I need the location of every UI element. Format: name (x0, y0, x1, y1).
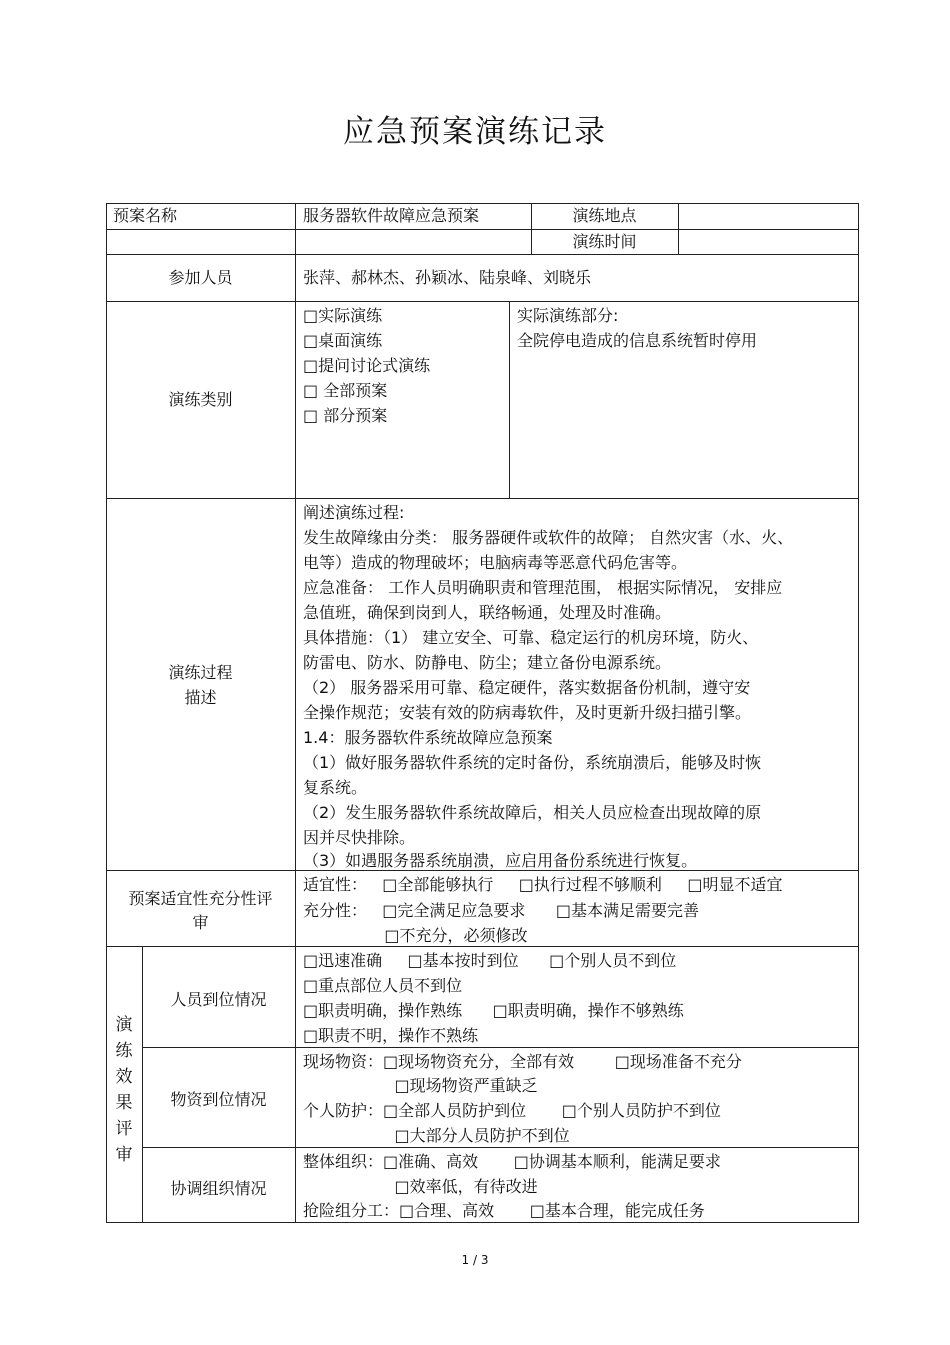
sufficiency-options-2[interactable]: □不充分，必须修改 (303, 926, 528, 945)
adequacy-label-2: 审 (192, 913, 209, 932)
process-label-2: 描述 (184, 688, 217, 707)
actual-drill-part-label: 实际演练部分: (517, 306, 619, 325)
coordination-line[interactable]: 抢险组分工：□合理、高效 □基本合理，能完成任务 (303, 1201, 705, 1220)
process-line: （3）如遇服务器系统崩溃，应启用备份系统进行恢复。 (303, 851, 698, 870)
materials-line[interactable]: 个人防护：□全部人员防护到位 □个别人员防护不到位 (303, 1101, 721, 1120)
process-line: 防雷电、防水、防静电、防尘；建立备份电源系统。 (303, 653, 672, 672)
coordination-line[interactable]: □效率低，有待改进 (303, 1177, 538, 1196)
process-line: 复系统。 (303, 778, 368, 797)
drill-time-label: 演练时间 (572, 232, 637, 251)
suitability-options[interactable]: 适宜性： □全部能够执行 □执行过程不够顺利 □明显不适宜 (303, 875, 783, 894)
coordination-line[interactable]: 整体组织：□准确、高效 □协调基本顺利，能满足要求 (303, 1152, 721, 1171)
sufficiency-options[interactable]: 充分性： □完全满足应急要求 □基本满足需要完善 (303, 901, 700, 920)
drill-location-label: 演练地点 (572, 206, 637, 225)
materials-label: 物资到位情况 (170, 1090, 267, 1109)
participants-label: 参加人员 (168, 268, 233, 287)
personnel-label: 人员到位情况 (170, 990, 267, 1009)
process-line: 电等）造成的物理破坏；电脑病毒等恶意代码危害等。 (303, 553, 688, 572)
page-number: 1 / 3 (461, 1253, 489, 1267)
process-label: 演练过程 (168, 663, 233, 682)
process-line: （2）发生服务器软件系统故障后，相关人员应检查出现故障的原 (303, 803, 762, 822)
personnel-line[interactable]: □重点部位人员不到位 (303, 976, 463, 995)
materials-line[interactable]: 现场物资：□现场物资充分，全部有效 □现场准备不充分 (303, 1052, 742, 1071)
process-line: 发生故障缘由分类： 服务器硬件或软件的故障； 自然灾害（水、火、 (303, 528, 794, 547)
plan-name-label: 预案名称 (113, 206, 178, 225)
process-line: 全操作规范；安装有效的防病毒软件，及时更新升级扫描引擎。 (303, 703, 752, 722)
process-line: 1.4：服务器软件系统故障应急预案 (303, 728, 553, 747)
process-line: 急值班，确保到岗到人，联络畅通，处理及时准确。 (303, 603, 672, 622)
effect-review-label: 演 练 效 果 评 审 (115, 1015, 133, 1165)
plan-name-value: 服务器软件故障应急预案 (303, 206, 480, 225)
participants-value: 张萍、郝林杰、孙颖冰、陆泉峰、刘晓乐 (303, 268, 592, 287)
coordination-label: 协调组织情况 (170, 1179, 267, 1198)
process-line: （2） 服务器采用可靠、稳定硬件，落实数据备份机制，遵守安 (303, 678, 751, 697)
category-option[interactable]: □提问讨论式演练 (303, 356, 431, 375)
personnel-line[interactable]: □职责明确，操作熟练 □职责明确，操作不够熟练 (303, 1001, 684, 1020)
page-title: 应急预案演练记录 (343, 114, 607, 150)
category-option[interactable]: □实际演练 (303, 306, 383, 325)
process-line: 应急准备： 工作人员明确职责和管理范围， 根据实际情况， 安排应 (303, 578, 783, 597)
personnel-line[interactable]: □迅速准确 □基本按时到位 □个别人员不到位 (303, 951, 677, 970)
process-line: 因并尽快排除。 (303, 828, 416, 847)
process-line: 阐述演练过程: (303, 503, 405, 522)
personnel-line[interactable]: □职责不明，操作不熟练 (303, 1026, 479, 1045)
actual-drill-part-value: 全院停电造成的信息系统暂时停用 (517, 331, 758, 350)
materials-line[interactable]: □现场物资严重缺乏 (303, 1076, 538, 1095)
category-option[interactable]: □桌面演练 (303, 331, 383, 350)
process-line: （1）做好服务器软件系统的定时备份，系统崩溃后，能够及时恢 (303, 753, 762, 772)
adequacy-label: 预案适宜性充分性评 (128, 889, 273, 908)
category-label: 演练类别 (168, 390, 233, 409)
process-line: 具体措施：（1） 建立安全、可靠、稳定运行的机房环境，防火、 (303, 628, 759, 647)
category-option[interactable]: □ 部分预案 (303, 406, 388, 425)
materials-line[interactable]: □大部分人员防护不到位 (303, 1126, 570, 1145)
category-option[interactable]: □ 全部预案 (303, 381, 388, 400)
